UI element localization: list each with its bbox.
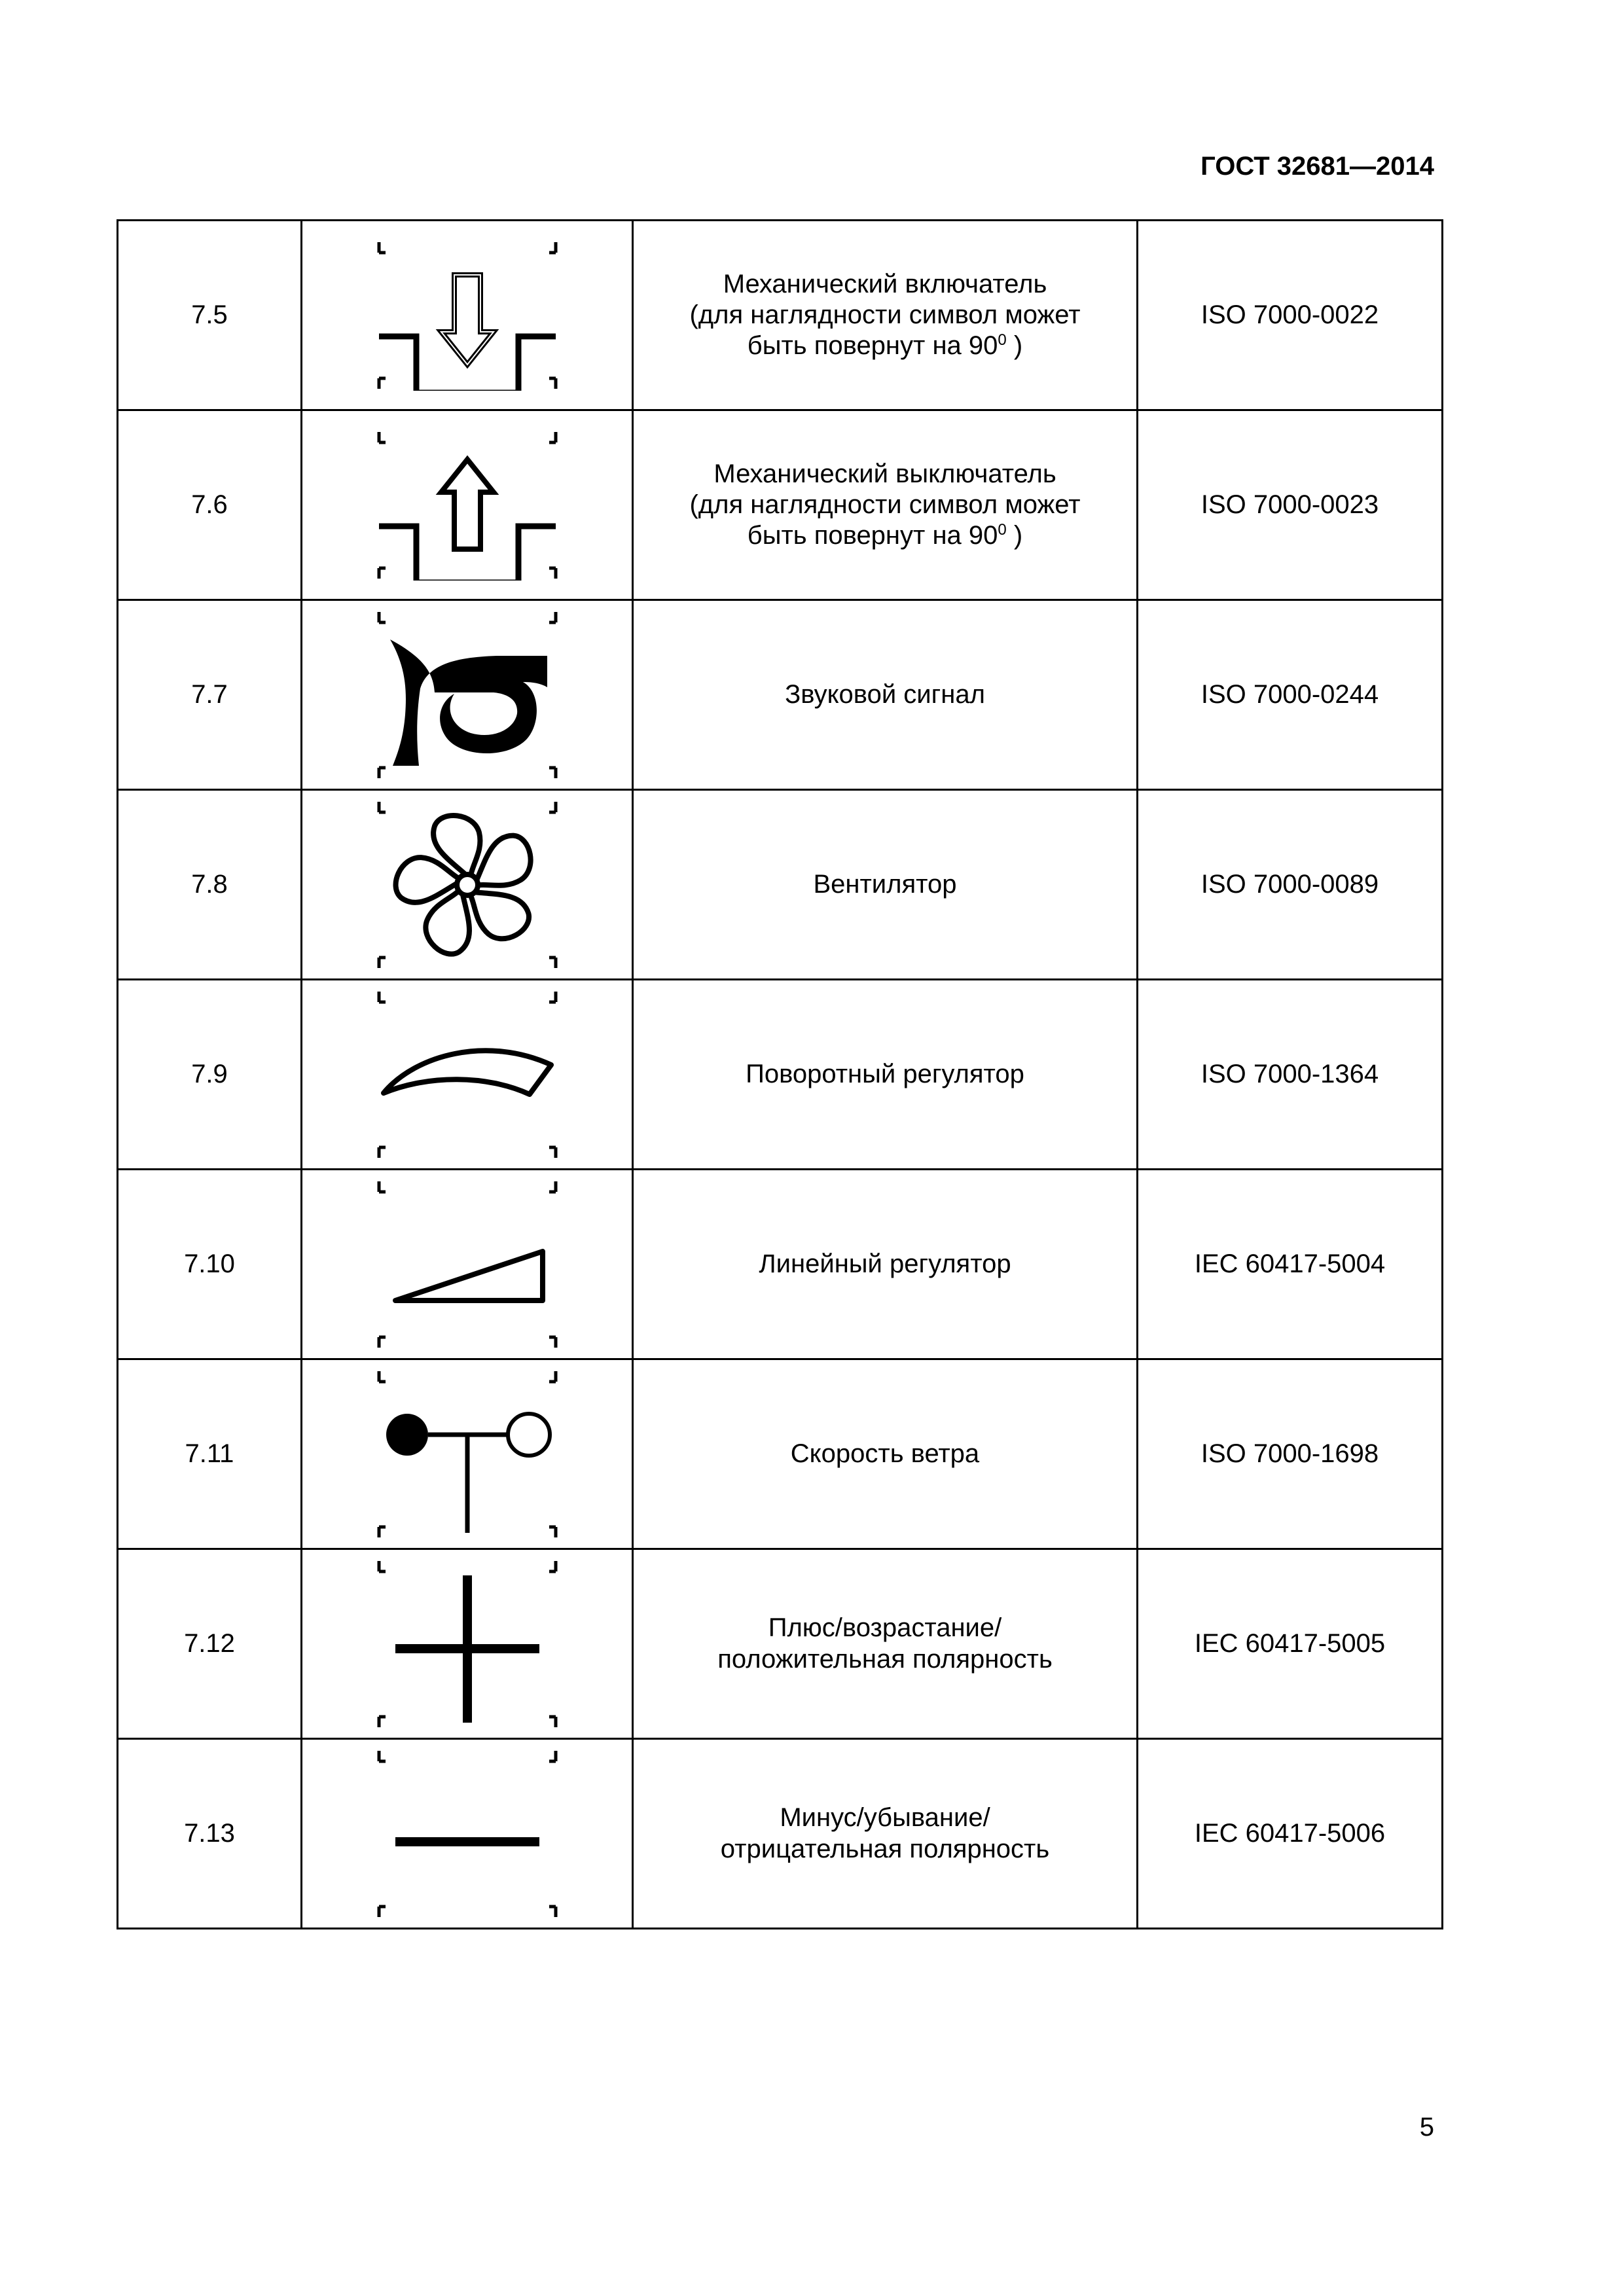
symbol-description	[633, 1549, 1138, 1739]
description-line: Линейный регулятор	[759, 1249, 1011, 1278]
row-number: 7.5	[118, 221, 302, 410]
page-number: 5	[1419, 2113, 1434, 2142]
symbol-cell	[302, 600, 633, 790]
table-row	[118, 980, 1443, 1170]
plus-icon	[369, 1559, 566, 1729]
description-line: Минус/убывание/	[780, 1803, 990, 1833]
description-line: Поворотный регулятор	[746, 1059, 1024, 1088]
row-number: 7.13	[118, 1739, 302, 1929]
description-line: Звуковой сигнал	[785, 679, 985, 709]
description-line: положительная полярность	[717, 1644, 1053, 1674]
symbol-description	[633, 221, 1138, 410]
table-row	[118, 1359, 1443, 1549]
row-number: 7.11	[118, 1359, 302, 1549]
description-line: Вентилятор	[813, 869, 957, 899]
standard-reference: IEC 60417-5006	[1138, 1739, 1443, 1929]
standard-reference: ISO 7000-0023	[1138, 410, 1443, 600]
symbol-cell	[302, 1359, 633, 1549]
symbol-description	[633, 1359, 1138, 1549]
document-standard-header: ГОСТ 32681—2014	[1200, 152, 1434, 181]
row-number: 7.7	[118, 600, 302, 790]
symbol-description	[633, 410, 1138, 600]
table-row	[118, 790, 1443, 980]
table-row	[118, 410, 1443, 600]
symbol-description	[633, 980, 1138, 1170]
row-number: 7.12	[118, 1549, 302, 1739]
minus-icon	[369, 1749, 566, 1919]
fan-icon	[369, 800, 566, 970]
symbol-cell	[302, 1170, 633, 1359]
row-number: 7.6	[118, 410, 302, 600]
table-row	[118, 1549, 1443, 1739]
description-line: отрицательная полярность	[720, 1834, 1050, 1863]
description-line: Плюс/возрастание/	[768, 1613, 1002, 1643]
symbol-cell	[302, 1549, 633, 1739]
row-number: 7.10	[118, 1170, 302, 1359]
standard-reference: ISO 7000-0244	[1138, 600, 1443, 790]
wind-speed-icon	[369, 1369, 566, 1539]
description-line: Механический выключатель	[713, 459, 1056, 488]
symbol-cell	[302, 790, 633, 980]
symbol-description	[633, 1170, 1138, 1359]
table-row	[118, 1170, 1443, 1359]
symbols-table	[117, 219, 1443, 1929]
symbol-cell	[302, 980, 633, 1170]
description-line: Механический включатель	[723, 269, 1047, 298]
description-line: быть повернут на $90^0$ )	[747, 521, 1023, 550]
standard-reference: ISO 7000-1698	[1138, 1359, 1443, 1549]
row-number: 7.9	[118, 980, 302, 1170]
standard-reference: ISO 7000-1364	[1138, 980, 1443, 1170]
description-line: (для наглядности символ может	[689, 300, 1081, 329]
description-line: Скорость ветра	[790, 1439, 980, 1468]
description-line: (для наглядности символ может	[689, 490, 1081, 519]
symbol-description	[633, 600, 1138, 790]
symbol-description	[633, 1739, 1138, 1929]
standard-reference: ISO 7000-0089	[1138, 790, 1443, 980]
rotary-control-icon	[369, 990, 566, 1160]
table-row	[118, 221, 1443, 410]
symbol-cell	[302, 1739, 633, 1929]
table-row	[118, 600, 1443, 790]
symbol-description	[633, 790, 1138, 980]
mechanical-switch-off-icon	[369, 430, 566, 581]
row-number: 7.8	[118, 790, 302, 980]
standard-reference: IEC 60417-5004	[1138, 1170, 1443, 1359]
symbol-cell	[302, 410, 633, 600]
standard-reference: ISO 7000-0022	[1138, 221, 1443, 410]
table-row	[118, 1739, 1443, 1929]
standard-reference: IEC 60417-5005	[1138, 1549, 1443, 1739]
description-line: быть повернут на $90^0$ )	[747, 331, 1023, 361]
symbol-cell	[302, 221, 633, 410]
mechanical-switch-on-icon	[369, 240, 566, 391]
linear-control-icon	[369, 1179, 566, 1350]
horn-icon	[369, 610, 566, 780]
